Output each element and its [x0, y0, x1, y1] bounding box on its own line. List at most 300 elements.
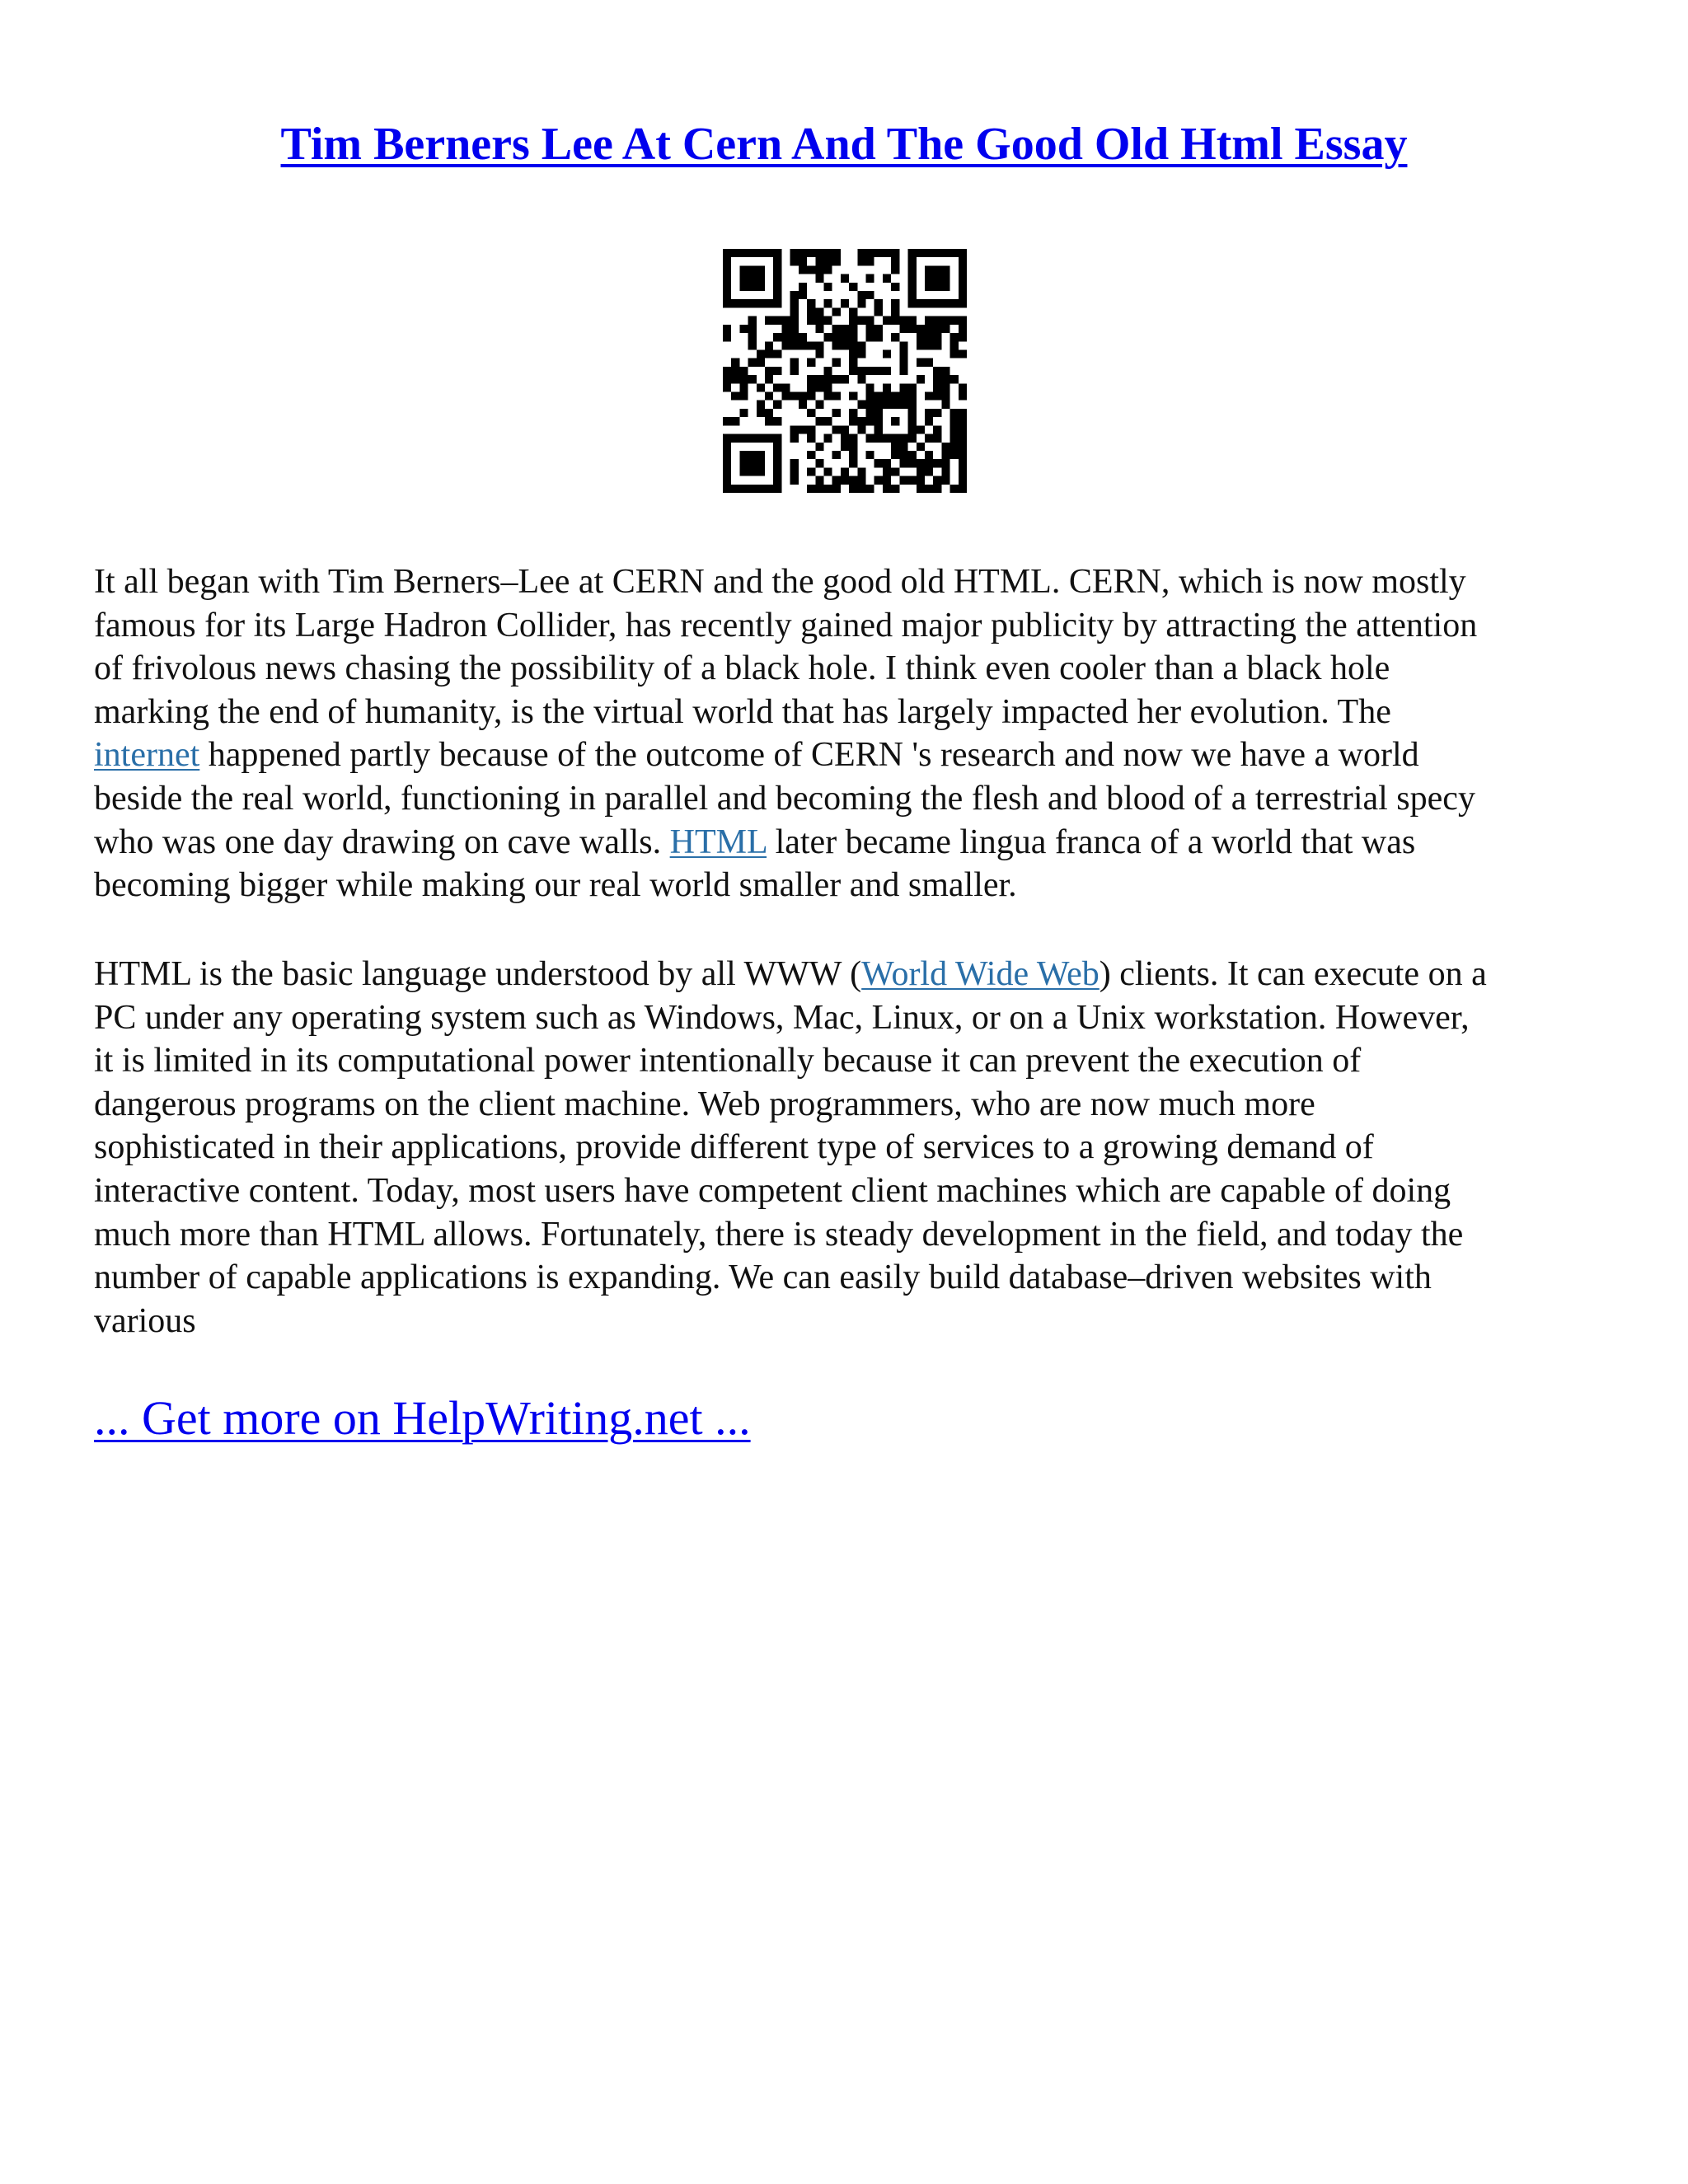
qr-module	[959, 409, 967, 417]
qr-module	[815, 257, 823, 265]
qr-module	[866, 367, 874, 375]
qr-module	[950, 316, 959, 325]
qr-module	[941, 375, 950, 383]
qr-module	[857, 291, 865, 299]
qr-module	[757, 451, 765, 459]
qr-module	[941, 299, 950, 307]
qr-module	[773, 485, 781, 493]
qr-module	[959, 325, 967, 333]
qr-module	[807, 249, 815, 257]
qr-module	[807, 451, 815, 459]
qr-module	[773, 274, 781, 283]
qr-module	[731, 299, 739, 307]
qr-module	[790, 359, 799, 367]
qr-module	[815, 349, 823, 358]
qr-module	[874, 367, 883, 375]
qr-module	[823, 333, 832, 341]
qr-module	[849, 476, 857, 485]
qr-module	[950, 425, 959, 434]
qr-module	[933, 392, 941, 401]
qr-module	[723, 451, 731, 459]
qr-module	[866, 316, 874, 325]
qr-module	[959, 443, 967, 451]
qr-module	[883, 485, 891, 493]
qr-module	[757, 409, 765, 417]
qr-module	[959, 476, 967, 485]
qr-module	[933, 325, 941, 333]
qr-module	[891, 392, 899, 401]
qr-module	[959, 434, 967, 443]
qr-module	[723, 265, 731, 274]
qr-module	[815, 265, 823, 274]
qr-module	[925, 359, 933, 367]
qr-module	[748, 375, 757, 383]
qr-module	[757, 265, 765, 274]
qr-module	[925, 333, 933, 341]
qr-module	[849, 409, 857, 417]
qr-module	[891, 401, 899, 409]
qr-module	[739, 299, 748, 307]
qr-module	[832, 485, 841, 493]
qr-module	[933, 425, 941, 434]
qr-module	[739, 249, 748, 257]
qr-module	[799, 401, 807, 409]
qr-module	[790, 467, 799, 476]
qr-module	[807, 383, 815, 391]
qr-module	[849, 349, 857, 358]
qr-module	[757, 359, 765, 367]
qr-module	[925, 299, 933, 307]
qr-module	[917, 467, 925, 476]
qr-module	[899, 476, 907, 485]
qr-module	[748, 283, 757, 291]
qr-module	[959, 299, 967, 307]
qr-module	[815, 459, 823, 467]
qr-module	[781, 392, 790, 401]
qr-module	[891, 299, 899, 307]
qr-module	[790, 459, 799, 467]
paragraph-line	[94, 821, 1602, 865]
world-wide-web-link[interactable]: World Wide Web	[861, 955, 1100, 993]
qr-module	[773, 417, 781, 425]
qr-module	[815, 443, 823, 451]
qr-module	[917, 375, 925, 383]
qr-module	[723, 291, 731, 299]
qr-module	[866, 401, 874, 409]
qr-module	[723, 417, 731, 425]
qr-module	[807, 467, 815, 476]
qr-module	[815, 375, 823, 383]
qr-module	[765, 409, 773, 417]
qr-module	[874, 325, 883, 333]
qr-module	[857, 401, 865, 409]
qr-module	[849, 307, 857, 316]
paragraph-line: it is limited in its computational power intentionally because it can prevent the execution of	[94, 1042, 1362, 1080]
qr-module	[823, 265, 832, 274]
qr-module	[959, 333, 967, 341]
qr-module	[891, 485, 899, 493]
qr-module	[941, 325, 950, 333]
paragraph-line: It all began with Tim Berners–Lee at CERN and the good old HTML. CERN, which is now mostly	[94, 563, 1466, 601]
qr-module	[773, 283, 781, 291]
qr-module	[739, 409, 748, 417]
qr-module	[891, 417, 899, 425]
qr-module	[899, 359, 907, 367]
qr-module	[899, 341, 907, 349]
qr-module	[841, 274, 849, 283]
qr-module	[807, 341, 815, 349]
qr-module	[917, 359, 925, 367]
paragraph-text: ) clients. It can execute on a	[1099, 955, 1487, 993]
qr-module	[908, 299, 917, 307]
qr-module	[773, 349, 781, 358]
qr-module	[857, 485, 865, 493]
qr-module	[959, 417, 967, 425]
qr-code-graphic	[723, 249, 967, 493]
qr-module	[899, 451, 907, 459]
qr-code-icon	[723, 249, 967, 493]
qr-module	[739, 392, 748, 401]
qr-module	[925, 341, 933, 349]
qr-module	[723, 283, 731, 291]
paragraph-line: interactive content. Today, most users have competent client machines which are capable of doing	[94, 1171, 1451, 1210]
qr-module	[773, 249, 781, 257]
qr-module	[807, 359, 815, 367]
qr-module	[807, 409, 815, 417]
qr-module	[823, 485, 832, 493]
paragraph-text: happened partly because of the outcome of CERN 's research and now we have a world	[199, 736, 1419, 775]
qr-module	[849, 434, 857, 443]
qr-module	[773, 316, 781, 325]
qr-module	[731, 375, 739, 383]
qr-module	[908, 401, 917, 409]
qr-module	[748, 467, 757, 476]
qr-module	[866, 291, 874, 299]
qr-module	[748, 434, 757, 443]
qr-module	[790, 307, 799, 316]
qr-module	[823, 417, 832, 425]
qr-module	[723, 459, 731, 467]
qr-module	[925, 274, 933, 283]
html-link[interactable]: HTML	[669, 823, 767, 861]
qr-module	[832, 333, 841, 341]
qr-module	[832, 341, 841, 349]
qr-module	[874, 249, 883, 257]
qr-module	[841, 299, 849, 307]
qr-module	[908, 274, 917, 283]
qr-module	[866, 333, 874, 341]
qr-module	[933, 316, 941, 325]
qr-module	[857, 425, 865, 434]
qr-module	[899, 367, 907, 375]
qr-module	[891, 451, 899, 459]
qr-module	[917, 459, 925, 467]
qr-module	[908, 283, 917, 291]
qr-module	[832, 375, 841, 383]
qr-module	[765, 341, 773, 349]
qr-module	[941, 476, 950, 485]
qr-module	[790, 257, 799, 265]
qr-module	[748, 325, 757, 333]
qr-module	[908, 459, 917, 467]
qr-module	[790, 291, 799, 299]
paragraph-line: various	[94, 1301, 196, 1340]
qr-module	[731, 367, 739, 375]
qr-module	[823, 434, 832, 443]
paragraph-line: marking the end of humanity, is the virtual world that has largely impacted her evolution. The	[94, 692, 1391, 731]
qr-module	[933, 485, 941, 493]
qr-module	[959, 291, 967, 299]
qr-module	[723, 249, 731, 257]
qr-module	[790, 476, 799, 485]
qr-module	[799, 425, 807, 434]
qr-module	[799, 249, 807, 257]
qr-module	[807, 375, 815, 383]
qr-module	[773, 265, 781, 274]
qr-module	[925, 409, 933, 417]
qr-module	[874, 476, 883, 485]
qr-module	[950, 341, 959, 349]
qr-module	[765, 299, 773, 307]
qr-module	[823, 467, 832, 476]
paragraph-line: famous for its Large Hadron Collider, has recently gained major publicity by attracting the attention	[94, 606, 1478, 644]
qr-module	[790, 325, 799, 333]
qr-module	[950, 375, 959, 383]
qr-module	[773, 367, 781, 375]
qr-module	[849, 392, 857, 401]
qr-module	[815, 316, 823, 325]
qr-module	[899, 392, 907, 401]
qr-module	[883, 249, 891, 257]
qr-module	[933, 299, 941, 307]
qr-module	[815, 307, 823, 316]
paragraph-line: PC under any operating system such as Windows, Mac, Linux, or on a Unix workstation. However,	[94, 998, 1470, 1037]
qr-module	[757, 349, 765, 358]
qr-module	[933, 476, 941, 485]
qr-module	[883, 316, 891, 325]
get-more-link[interactable]: ... Get more on HelpWriting.net ...	[94, 1391, 751, 1445]
qr-module	[874, 409, 883, 417]
qr-module	[739, 459, 748, 467]
qr-module	[748, 485, 757, 493]
qr-module	[874, 417, 883, 425]
qr-module	[866, 417, 874, 425]
qr-module	[757, 249, 765, 257]
qr-module	[790, 341, 799, 349]
qr-module	[950, 417, 959, 425]
qr-module	[765, 316, 773, 325]
qr-module	[950, 443, 959, 451]
qr-module	[950, 485, 959, 493]
qr-module	[757, 401, 765, 409]
qr-module	[799, 283, 807, 291]
qr-module	[899, 325, 907, 333]
qr-module	[832, 359, 841, 367]
qr-module	[849, 367, 857, 375]
qr-module	[883, 274, 891, 283]
qr-module	[799, 392, 807, 401]
qr-module	[731, 392, 739, 401]
qr-module	[866, 249, 874, 257]
qr-module	[723, 485, 731, 493]
qr-module	[739, 375, 748, 383]
qr-module	[883, 476, 891, 485]
qr-module	[933, 341, 941, 349]
qr-module	[925, 316, 933, 325]
qr-module	[781, 325, 790, 333]
qr-module	[799, 257, 807, 265]
qr-module	[950, 299, 959, 307]
qr-module	[959, 257, 967, 265]
qr-module	[765, 249, 773, 257]
qr-module	[739, 367, 748, 375]
qr-module	[849, 325, 857, 333]
qr-module	[908, 417, 917, 425]
qr-module	[757, 459, 765, 467]
qr-module	[815, 325, 823, 333]
qr-module	[773, 401, 781, 409]
qr-module	[899, 401, 907, 409]
qr-module	[891, 257, 899, 265]
qr-module	[773, 467, 781, 476]
qr-module	[849, 417, 857, 425]
qr-module	[823, 249, 832, 257]
qr-module	[773, 299, 781, 307]
qr-module	[841, 476, 849, 485]
qr-module	[765, 367, 773, 375]
qr-module	[908, 383, 917, 391]
qr-module	[731, 359, 739, 367]
qr-module	[883, 467, 891, 476]
qr-module	[899, 459, 907, 467]
qr-module	[883, 383, 891, 391]
qr-module	[832, 409, 841, 417]
qr-module	[765, 485, 773, 493]
paragraph-text: who was one day drawing on cave walls.	[94, 823, 670, 861]
qr-module	[739, 274, 748, 283]
qr-module	[807, 316, 815, 325]
qr-module	[933, 265, 941, 274]
qr-module	[841, 425, 849, 434]
qr-module	[841, 443, 849, 451]
qr-module	[849, 333, 857, 341]
qr-module	[950, 333, 959, 341]
qr-module	[790, 392, 799, 401]
qr-module	[941, 249, 950, 257]
qr-module	[941, 283, 950, 291]
qr-module	[908, 325, 917, 333]
qr-module	[723, 434, 731, 443]
qr-module	[925, 434, 933, 443]
qr-module	[823, 257, 832, 265]
page-title[interactable]: Tim Berners Lee At Cern And The Good Old Html Essay	[280, 119, 1408, 170]
qr-module	[731, 417, 739, 425]
qr-module	[857, 257, 865, 265]
qr-module	[731, 249, 739, 257]
qr-module	[731, 485, 739, 493]
qr-module	[908, 316, 917, 325]
qr-module	[883, 349, 891, 358]
qr-module	[857, 375, 865, 383]
qr-module	[799, 291, 807, 299]
qr-module	[866, 325, 874, 333]
qr-module	[925, 392, 933, 401]
qr-module	[815, 485, 823, 493]
qr-module	[739, 383, 748, 391]
paragraph-text: later became lingua franca of a world that was	[767, 823, 1416, 861]
qr-module	[883, 392, 891, 401]
qr-module	[773, 459, 781, 467]
paragraph-line	[94, 953, 1602, 996]
qr-module	[807, 392, 815, 401]
qr-module	[841, 325, 849, 333]
essay-paragraph-1	[94, 560, 1602, 907]
qr-module	[748, 274, 757, 283]
qr-module	[874, 459, 883, 467]
qr-module	[959, 316, 967, 325]
qr-module	[781, 383, 790, 391]
qr-module	[849, 459, 857, 467]
qr-module	[748, 299, 757, 307]
qr-module	[781, 333, 790, 341]
qr-module	[723, 375, 731, 383]
qr-module	[773, 383, 781, 391]
qr-module	[723, 274, 731, 283]
qr-module	[773, 434, 781, 443]
qr-module	[925, 467, 933, 476]
qr-module	[723, 367, 731, 375]
qr-module	[823, 367, 832, 375]
qr-module	[891, 265, 899, 274]
qr-module	[941, 265, 950, 274]
qr-module	[933, 367, 941, 375]
qr-module	[765, 434, 773, 443]
qr-module	[739, 434, 748, 443]
qr-module	[815, 341, 823, 349]
qr-module	[933, 409, 941, 417]
internet-link[interactable]: internet	[94, 736, 200, 775]
qr-module	[925, 485, 933, 493]
qr-module	[899, 383, 907, 391]
qr-module	[941, 401, 950, 409]
qr-module	[917, 425, 925, 434]
paragraph-line: becoming bigger while making our real world smaller and smaller.	[94, 866, 1017, 905]
qr-module	[832, 392, 841, 401]
qr-module	[757, 434, 765, 443]
qr-module	[933, 459, 941, 467]
qr-module	[849, 443, 857, 451]
qr-module	[765, 392, 773, 401]
qr-module	[807, 265, 815, 274]
qr-module	[891, 249, 899, 257]
qr-module	[841, 333, 849, 341]
qr-module	[857, 316, 865, 325]
qr-module	[959, 383, 967, 391]
qr-module	[773, 333, 781, 341]
qr-module	[790, 316, 799, 325]
qr-module	[941, 274, 950, 283]
qr-module	[959, 425, 967, 434]
qr-module	[790, 425, 799, 434]
qr-module	[891, 307, 899, 316]
qr-module	[765, 349, 773, 358]
qr-module	[899, 349, 907, 358]
qr-module	[917, 249, 925, 257]
qr-module	[891, 467, 899, 476]
qr-module	[933, 249, 941, 257]
qr-module	[773, 257, 781, 265]
qr-module	[815, 476, 823, 485]
